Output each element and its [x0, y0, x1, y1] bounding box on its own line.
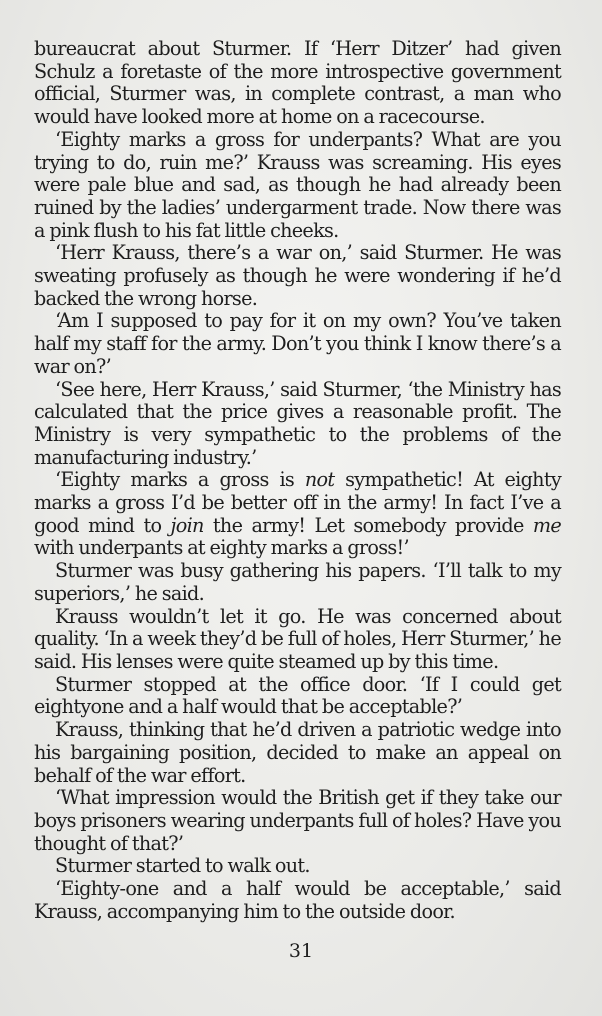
- italic-text: not: [304, 468, 335, 492]
- paragraph-text: Sturmer stopped at the office door. ‘If I could get eightyone and a half would that be acceptable?’: [34, 672, 561, 719]
- paragraph: [34, 469, 561, 560]
- paragraph-text: Krauss, thinking that he’d driven a patriotic wedge into his bargaining position, decided to make an appeal on behalf of the war effort.: [34, 718, 561, 787]
- paragraph-text: ‘Am I supposed to pay for it on my own? You’ve taken half my staff for the army. Don’t you think I know there’s a war on?’: [34, 309, 561, 378]
- paragraph: [34, 379, 561, 470]
- paragraph-text: ‘Herr Krauss, there’s a war on,’ said Sturmer. He was sweating profusely as though he were wondering if he’d backed the wrong horse.: [34, 241, 561, 310]
- paragraph-text: ‘Eighty marks a gross is: [55, 468, 305, 492]
- paragraph-text: ‘See here, Herr Krauss,’ said Sturmer, ‘the Ministry has calculated that the price gives a reasonable profit. The Ministry is very sympathetic to the problems of the manufacturing industry.’: [34, 377, 561, 469]
- paragraph: [34, 38, 561, 129]
- paragraph: [34, 674, 561, 719]
- paragraph-text: sympathetic! At eighty marks a gross I’d be better off in the army! In fact I’ve a good mind to: [34, 468, 561, 537]
- paragraph-text: the army! Let somebody provide: [203, 513, 533, 537]
- paragraph: [34, 242, 561, 310]
- page-number: 31: [288, 940, 314, 962]
- italic-text: me: [532, 513, 561, 537]
- page-body: [34, 38, 561, 923]
- paragraph-text: ‘Eighty marks a gross for underpants? What are you trying to do, ruin me?’ Krauss was screaming. His eyes were pale blue and sad, as though he had already been ruined by the ladies’ undergarment trade. Now there was a pink flush to his fat little cheeks.: [34, 127, 561, 242]
- paragraph: [34, 310, 561, 378]
- paragraph: [34, 606, 561, 674]
- paragraph-text: Sturmer was busy gathering his papers. ‘I’ll talk to my superiors,’ he said.: [34, 559, 561, 605]
- paragraph: [34, 855, 561, 878]
- paragraph: [34, 560, 561, 605]
- paragraph-text: Krauss wouldn’t let it go. He was concerned about quality. ‘In a week they’d be full of holes, Herr Sturmer,’ he said. His lenses were quite steamed up by this time.: [34, 604, 561, 673]
- paragraph: [34, 878, 561, 923]
- paragraph-text: ‘Eighty-one and a half would be acceptable,’ said Krauss, accompanying him to the outside door.: [34, 877, 561, 923]
- paragraph-text: bureaucrat about Sturmer. If ‘Herr Ditzer’ had given Schulz a foretaste of the more introspective government official, Sturmer was, in complete contrast, a man who would have looked more at home on a racecourse.: [34, 37, 561, 129]
- paragraph-text: Sturmer started to walk out.: [55, 854, 310, 878]
- italic-text: join: [170, 513, 204, 537]
- paragraph-text: with underpants at eighty marks a gross!’: [34, 536, 409, 560]
- paragraph: [34, 787, 561, 855]
- paragraph: [34, 129, 561, 243]
- paragraph: [34, 719, 561, 787]
- paragraph-text: ‘What impression would the British get if they take our boys prisoners wearing underpants full of holes? Have you thought of that?’: [34, 786, 561, 855]
